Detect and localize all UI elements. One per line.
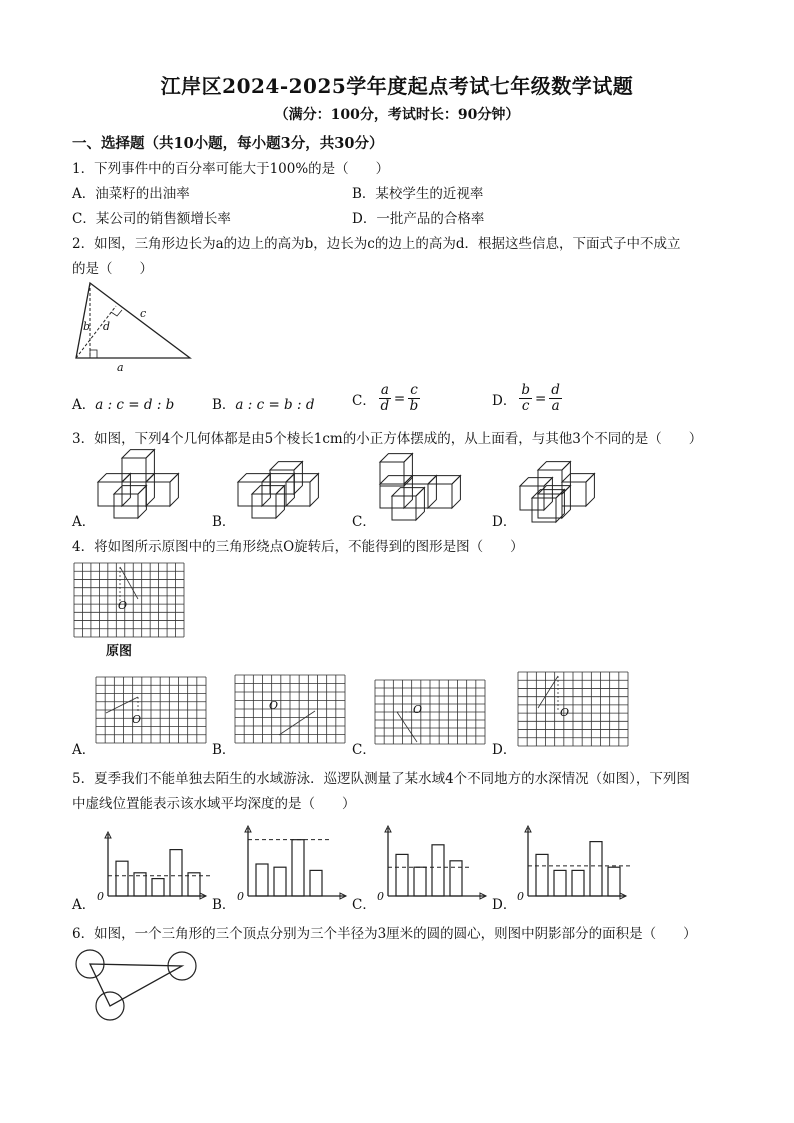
- q4-label-a: A．: [72, 742, 96, 758]
- q2-triangle-figure: [70, 280, 195, 375]
- depth-bar: [310, 870, 322, 896]
- q5-option-a-chart: [96, 832, 206, 904]
- q5-label-d: D．: [492, 897, 517, 913]
- depth-bar: [432, 845, 444, 896]
- q3-label-c: C．: [352, 514, 376, 530]
- rotated-segment: [120, 567, 138, 599]
- q5-option-d-chart: [516, 826, 626, 904]
- exam-subtitle: （满分：100分，考试时长：90分钟）: [274, 107, 520, 123]
- depth-bar: [188, 873, 200, 896]
- depth-bar: [608, 867, 620, 896]
- q1-option-d: D．一批产品的合格率: [352, 211, 485, 227]
- q2-option-d-frac2: $\frac{d}{a}$: [551, 382, 560, 414]
- depth-bar: [116, 861, 128, 896]
- q2-option-a: A．a : c = d : b: [72, 397, 175, 413]
- q5-option-c-chart: [376, 826, 486, 904]
- point-o-label: O: [560, 706, 570, 719]
- q4-label-c: C．: [352, 742, 376, 758]
- q2-label-a: a: [117, 361, 124, 374]
- q2-option-b: B．a : c = b : d: [212, 397, 315, 413]
- q2-label-d: d: [103, 320, 111, 333]
- point-o-label: O: [132, 713, 142, 726]
- q5-label-c: C．: [352, 897, 376, 913]
- q5-label-a: A．: [72, 897, 96, 913]
- depth-bar: [572, 870, 584, 896]
- depth-bar: [590, 842, 602, 896]
- origin-label: 0: [237, 890, 244, 903]
- q1-option-b: B．某校学生的近视率: [352, 186, 484, 202]
- depth-bar: [536, 854, 548, 896]
- depth-bar: [396, 854, 408, 896]
- point-o-label: O: [118, 599, 128, 612]
- q3-cube-figures: [0, 450, 794, 530]
- q4-option-c-grid: [375, 680, 487, 745]
- q2-option-c-frac1: $\frac{a}{d}$: [380, 382, 390, 414]
- q4-label-d: D．: [492, 742, 517, 758]
- q5-stem-line2: 中虚线位置能表示该水域平均深度的是（ ）: [72, 796, 356, 812]
- section-heading: 一、选择题（共10小题，每小题3分，共30分）: [72, 135, 384, 152]
- rotated-segment: [397, 712, 417, 742]
- q2-label-b: b: [83, 320, 91, 333]
- q2-option-d-frac1: $\frac{b}{c}$: [521, 382, 530, 414]
- rotated-segment: [279, 711, 315, 735]
- cube: [238, 474, 270, 506]
- origin-label: 0: [97, 890, 104, 903]
- depth-bar: [134, 873, 146, 896]
- q4-original-caption: 原图: [106, 644, 133, 659]
- depth-bar: [292, 840, 304, 896]
- q2-option-c: C． $\frac{a}{d}$ = $\frac{c}{b}$: [352, 382, 419, 414]
- q2-option-a-expr: a : c = d : b: [95, 397, 175, 413]
- depth-bar: [554, 870, 566, 896]
- q3-stem: 3．如图，下列4个几何体都是由5个棱长1cm的小正方体摆成的，从上面看，与其他3个不同的是（ ）: [72, 431, 703, 447]
- depth-bar: [256, 864, 268, 896]
- q4-original-grid: [74, 563, 186, 638]
- depth-bar: [152, 879, 164, 896]
- q4-stem: 4．将如图所示原图中的三角形绕点O旋转后，不能得到的图形是图（ ）: [72, 539, 524, 555]
- q5-stem-line1: 5．夏季我们不能单独去陌生的水域游泳．巡逻队测量了某水域4个不同地方的水深情况（如图），下列图: [72, 771, 690, 787]
- q1-stem: 1．下列事件中的百分率可能大于100%的是（ ）: [72, 161, 390, 177]
- q6-circles-figure: [74, 948, 200, 1026]
- origin-label: 0: [377, 890, 384, 903]
- depth-bar: [414, 867, 426, 896]
- q2-option-d: D． $\frac{b}{c}$ = $\frac{d}{a}$: [492, 382, 560, 414]
- q2-option-b-expr: a : c = b : d: [235, 397, 315, 413]
- q4-option-a-grid: [96, 677, 208, 745]
- depth-bar: [170, 850, 182, 896]
- q2-label-c: c: [140, 307, 147, 320]
- q4-option-d-grid: [518, 672, 630, 747]
- origin-label: 0: [517, 890, 524, 903]
- point-o-label: O: [269, 699, 279, 712]
- q1-option-a: A．油菜籽的出油率: [72, 186, 190, 202]
- q4-option-b-grid: [235, 675, 347, 745]
- q4-label-b: B．: [212, 742, 236, 758]
- q2-stem-line2: 的是（ ）: [72, 261, 153, 277]
- depth-bar: [274, 867, 286, 896]
- q5-option-b-chart: [236, 826, 346, 904]
- q5-label-b: B．: [212, 897, 236, 913]
- exam-title: 江岸区2024-2025学年度起点考试七年级数学试题: [160, 74, 634, 98]
- rotated-segment: [106, 697, 138, 713]
- q6-stem: 6．如图，一个三角形的三个顶点分别为三个半径为3厘米的圆的圆心，则图中阴影部分的面积是（ ）: [72, 926, 697, 942]
- cube: [252, 486, 284, 518]
- cube: [538, 486, 570, 518]
- q1-option-c: C．某公司的销售额增长率: [72, 211, 231, 227]
- q2-stem-line1: 2．如图，三角形边长为a的边上的高为b，边长为c的边上的高为d．根据这些信息，下面式子中不成立: [72, 236, 681, 252]
- q2-option-c-frac2: $\frac{c}{b}$: [409, 382, 419, 414]
- depth-bar: [450, 861, 462, 896]
- q3-label-b: B．: [212, 514, 236, 530]
- q3-label-a: A．: [72, 514, 96, 530]
- q3-label-d: D．: [492, 514, 517, 530]
- point-o-label: O: [413, 703, 423, 716]
